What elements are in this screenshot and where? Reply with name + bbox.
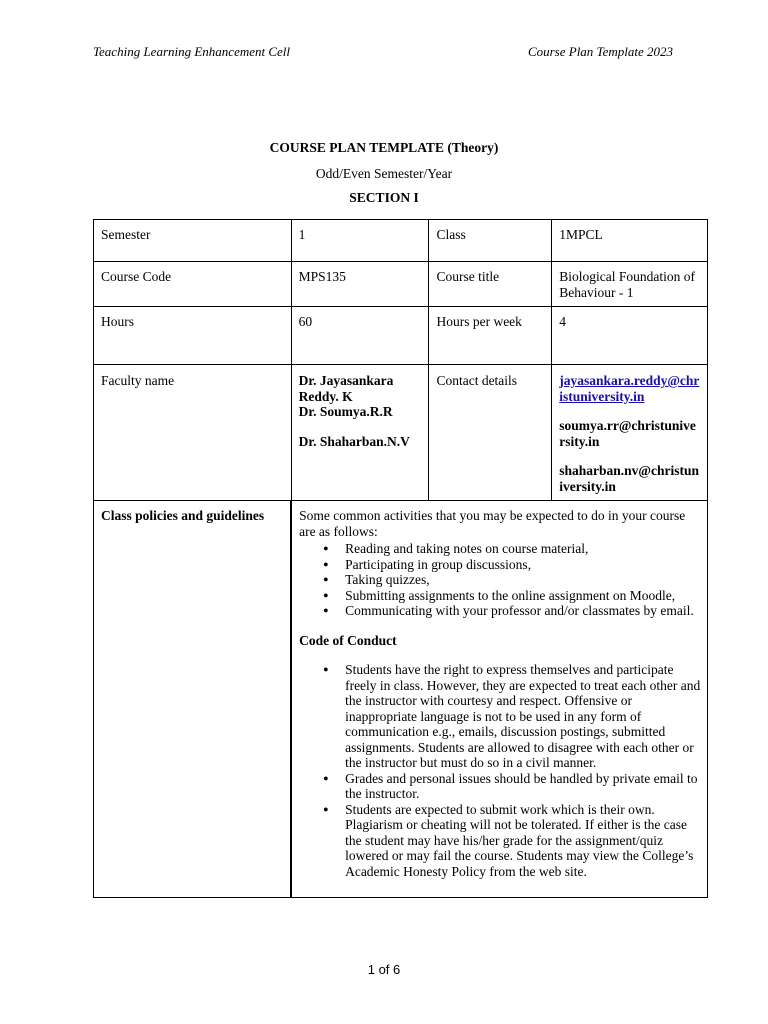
list-item: ● Communicating with your professor and/or classmates by email. bbox=[345, 603, 701, 619]
list-item: ● Grades and personal issues should be handled by private email to the instructor. bbox=[345, 771, 701, 802]
class-value: 1MPCL bbox=[552, 220, 708, 262]
hours-label: Hours bbox=[94, 307, 292, 365]
contact-email-2: soumya.rr@christuniversity.in bbox=[559, 418, 696, 449]
section-title: SECTION I bbox=[349, 190, 419, 205]
table-row bbox=[94, 220, 708, 262]
class-label: Class bbox=[429, 220, 552, 262]
activities-list bbox=[299, 541, 701, 619]
header-right: Course Plan Template 2023 bbox=[527, 44, 673, 59]
policies-content bbox=[291, 501, 707, 898]
table-row bbox=[94, 501, 708, 898]
hours-per-week-value: 4 bbox=[552, 307, 708, 365]
list-item: ● Reading and taking notes on course material, bbox=[345, 541, 701, 557]
contact-email-3: shaharban.nv@christuniversity.in bbox=[559, 463, 699, 494]
faculty-names bbox=[291, 365, 429, 501]
faculty-name-2: Dr. Soumya.R.R bbox=[298, 404, 393, 419]
policies-label: Class policies and guidelines bbox=[94, 501, 292, 898]
table-row bbox=[94, 262, 708, 307]
list-item: ● Participating in group discussions, bbox=[345, 557, 701, 573]
course-code-label: Course Code bbox=[94, 262, 292, 307]
list-item: ● Submitting assignments to the online assignment on Moodle, bbox=[345, 588, 701, 604]
contact-details bbox=[552, 365, 708, 501]
hours-value: 60 bbox=[291, 307, 429, 365]
semester-label: Semester bbox=[94, 220, 292, 262]
course-title-label: Course title bbox=[429, 262, 552, 307]
course-title-value: Biological Foundation of Behaviour - 1 bbox=[552, 262, 708, 307]
conduct-list bbox=[299, 662, 701, 879]
list-item: ● Students have the right to express themselves and participate freely in class. However, they are expected to treat each other and the instructor with courtesy and respect. Offensive or inappropriate language is not to be used in any form of communication e.g., emails, discussion postings, submitted assignments. Students are allowed to disagree with each other or the instructor but must do so in a civil manner. bbox=[345, 662, 701, 771]
hours-per-week-label: Hours per week bbox=[429, 307, 552, 365]
page-title: COURSE PLAN TEMPLATE (Theory) bbox=[269, 140, 499, 155]
semester-subtitle: Odd/Even Semester/Year bbox=[315, 166, 453, 181]
contact-label: Contact details bbox=[429, 365, 552, 501]
title-block bbox=[0, 140, 768, 206]
code-of-conduct-heading: Code of Conduct bbox=[299, 632, 397, 648]
course-plan-table bbox=[93, 219, 708, 898]
faculty-name-3: Dr. Shaharban.N.V bbox=[298, 433, 410, 449]
course-code-value: MPS135 bbox=[291, 262, 429, 307]
list-item: ● Taking quizzes, bbox=[345, 572, 701, 588]
faculty-name-1: Dr. Jayasankara Reddy. K bbox=[298, 373, 394, 404]
semester-value: 1 bbox=[291, 220, 429, 262]
table-row bbox=[94, 307, 708, 365]
faculty-label: Faculty name bbox=[94, 365, 292, 501]
page-number: 1 of 6 bbox=[367, 962, 401, 977]
header-left: Teaching Learning Enhancement Cell bbox=[93, 44, 291, 59]
table-row bbox=[94, 365, 708, 501]
policies-intro: Some common activities that you may be expected to do in your course are as follows: bbox=[299, 508, 686, 539]
contact-email-link-1[interactable]: jayasankara.reddy@christuniversity.in bbox=[559, 373, 700, 404]
list-item: ● Students are expected to submit work which is their own. Plagiarism or cheating will not be tolerated. If either is the case the student may have his/her grade for the assignment/quiz lowered or may fail the course. Students may view the College’s Academic Honesty Policy from the web site. bbox=[345, 802, 701, 880]
